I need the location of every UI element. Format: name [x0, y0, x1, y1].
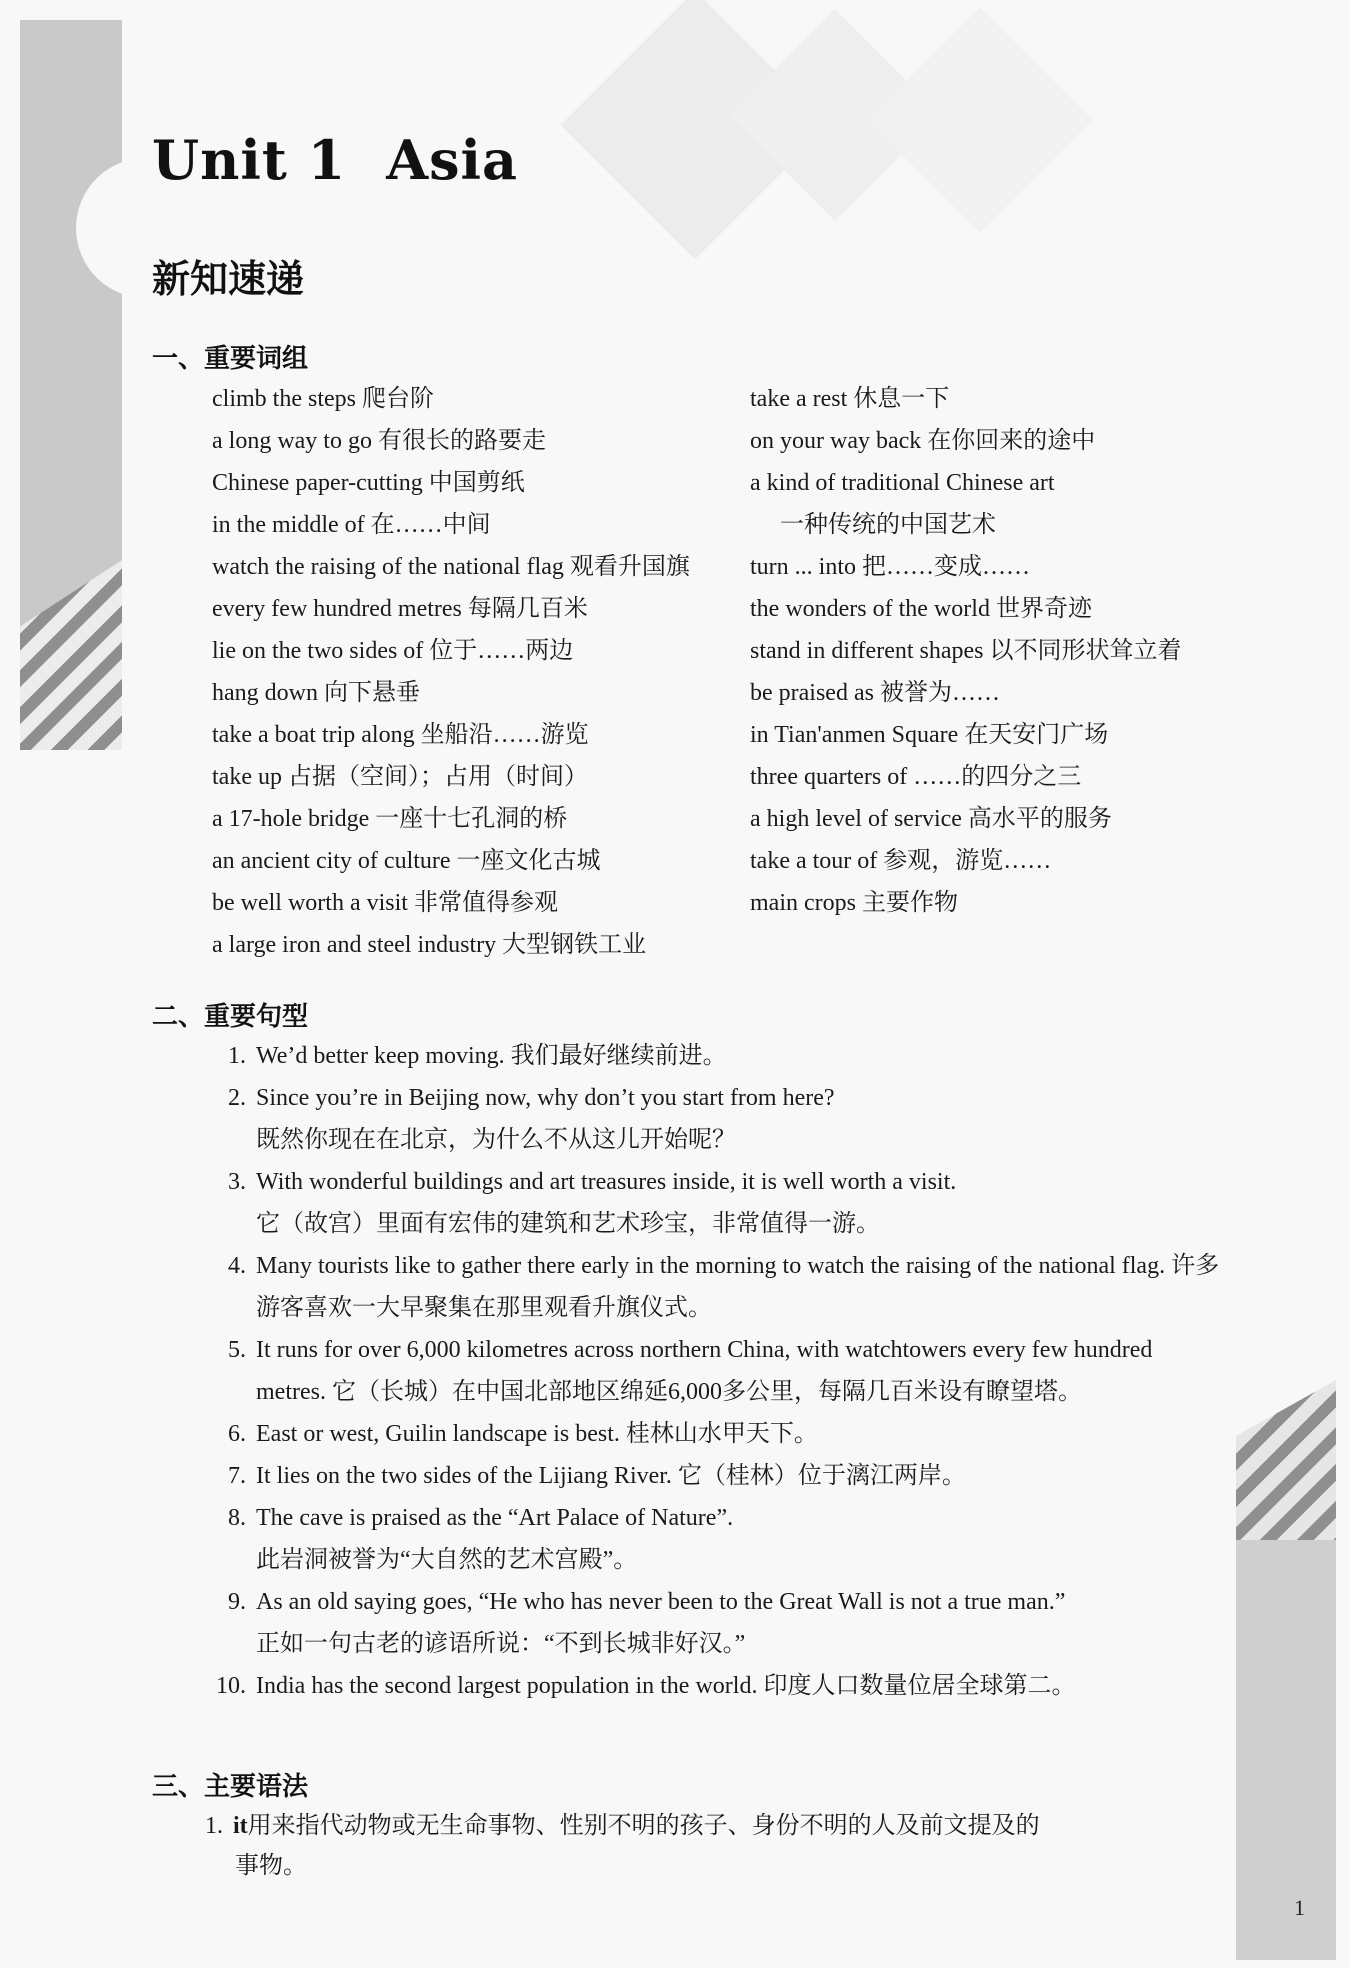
phrase-item: in the middle of 在……中间 — [212, 512, 491, 538]
sentence-number: 6. — [228, 1421, 246, 1447]
phrase-item: a large iron and steel industry 大型钢铁工业 — [212, 932, 647, 958]
phrase-item: stand in different shapes 以不同形状耸立着 — [750, 638, 1182, 664]
sentence-translation: 它（故宫）里面有宏伟的建筑和艺术珍宝，非常值得一游。 — [256, 1211, 880, 1237]
phrase-item: climb the steps 爬台阶 — [212, 386, 434, 412]
sentence-item — [212, 1245, 1222, 1329]
sentence-number: 9. — [228, 1589, 246, 1615]
sentence-number: 8. — [228, 1505, 246, 1531]
phrase-item: watch the raising of the national flag 观看升国旗 — [212, 554, 690, 580]
sentence-number: 5. — [228, 1337, 246, 1363]
unit-topic: Asia — [386, 128, 518, 192]
sentence-text: As an old saying goes, “He who has never been to the Great Wall is not a true man.” — [256, 1589, 1066, 1615]
sentence-number: 2. — [228, 1085, 246, 1111]
phrase-item: lie on the two sides of 位于……两边 — [212, 638, 574, 664]
phrase-item: hang down 向下悬垂 — [212, 680, 420, 706]
phrase-item: on your way back 在你回来的途中 — [750, 428, 1096, 454]
section-title: 新知速递 — [152, 257, 305, 301]
unit-label: Unit 1 — [152, 128, 347, 192]
watermark-shape — [867, 7, 1093, 233]
phrase-item: take up 占据（空间）；占用（时间） — [212, 764, 588, 790]
page-number: 1 — [1294, 1895, 1305, 1920]
phrase-item: a 17-hole bridge 一座十七孔洞的桥 — [212, 806, 568, 832]
sentence-item — [212, 1413, 1222, 1455]
sentence-item — [212, 1455, 1222, 1497]
phrase-item: the wonders of the world 世界奇迹 — [750, 596, 1092, 622]
sentence-item — [212, 1665, 1222, 1707]
phrase-item: take a tour of 参观，游览…… — [750, 848, 1052, 874]
sentence-number: 3. — [228, 1169, 246, 1195]
phrase-item: take a boat trip along 坐船沿……游览 — [212, 722, 589, 748]
sentence-text: East or west, Guilin landscape is best. 桂林山水甲天下。 — [256, 1421, 818, 1447]
phrase-item: turn ... into 把……变成…… — [750, 554, 1030, 580]
sentence-translation: 正如一句古老的谚语所说：“不到长城非好汉。” — [256, 1631, 746, 1657]
sentence-item — [212, 1497, 1222, 1581]
unit-title — [152, 128, 518, 192]
sentence-item — [212, 1077, 1222, 1161]
sentence-text: Since you’re in Beijing now, why don’t you start from here? — [256, 1085, 835, 1111]
sentence-item — [212, 1329, 1222, 1413]
sentence-text: The cave is praised as the “Art Palace of Nature”. — [256, 1505, 734, 1531]
phrase-item: a kind of traditional Chinese art — [750, 470, 1055, 496]
grammar-item — [205, 1806, 1205, 1886]
sentence-translation: 既然你现在在北京，为什么不从这儿开始呢？ — [256, 1127, 736, 1153]
grammar-keyword: it — [233, 1813, 248, 1839]
sentence-number: 1. — [228, 1043, 246, 1069]
phrase-item: Chinese paper-cutting 中国剪纸 — [212, 470, 525, 496]
sentence-text: We’d better keep moving. 我们最好继续前进。 — [256, 1043, 727, 1069]
phrases-left-column — [212, 378, 690, 966]
sentence-item — [212, 1035, 1222, 1077]
phrase-item: every few hundred metres 每隔几百米 — [212, 596, 588, 622]
grammar-heading: 三、主要语法 — [152, 1772, 309, 1802]
phrase-item: main crops 主要作物 — [750, 890, 958, 916]
phrase-item: in Tian'anmen Square 在天安门广场 — [750, 722, 1109, 748]
phrase-item: be well worth a visit 非常值得参观 — [212, 890, 558, 916]
sentence-item — [212, 1161, 1222, 1245]
phrases-right-column — [750, 378, 1182, 924]
sentence-text: It lies on the two sides of the Lijiang River. 它（桂林）位于漓江两岸。 — [256, 1463, 966, 1489]
phrase-item: be praised as 被誉为…… — [750, 680, 1000, 706]
sentence-text: With wonderful buildings and art treasures inside, it is well worth a visit. — [256, 1169, 957, 1195]
decorative-stripes-right — [1236, 1380, 1336, 1540]
sentence-number: 7. — [228, 1463, 246, 1489]
sentence-text: Many tourists like to gather there early in the morning to watch the raising of the national flag. 许多游客喜欢一大早聚集在那里观看升旗仪式。 — [256, 1253, 1220, 1321]
phrase-item: a long way to go 有很长的路要走 — [212, 428, 546, 454]
grammar-item-number: 1. — [205, 1813, 223, 1839]
grammar-text-continuation: 事物。 — [235, 1853, 307, 1879]
phrase-item: take a rest 休息一下 — [750, 386, 950, 412]
phrase-item-continuation: 一种传统的中国艺术 — [780, 512, 996, 538]
sentence-item — [212, 1581, 1222, 1665]
sentence-list — [212, 1035, 1222, 1707]
sentence-number: 10. — [216, 1673, 246, 1699]
sentences-heading: 二、重要句型 — [152, 1002, 309, 1032]
phrase-item: three quarters of ……的四分之三 — [750, 764, 1082, 790]
phrases-heading: 一、重要词组 — [152, 344, 309, 374]
sentence-number: 4. — [228, 1253, 246, 1279]
sentence-text: India has the second largest population in the world. 印度人口数量位居全球第二。 — [256, 1673, 1076, 1699]
sentence-text: It runs for over 6,000 kilometres across northern China, with watchtowers every few hundred metres. 它（长城）在中国北部地区绵延6,000多公里，每隔几百米设有瞭望塔。 — [256, 1337, 1153, 1405]
phrase-item: a high level of service 高水平的服务 — [750, 806, 1112, 832]
grammar-text: 用来指代动物或无生命事物、性别不明的孩子、身份不明的人及前文提及的 — [247, 1813, 1040, 1839]
phrase-item: an ancient city of culture 一座文化古城 — [212, 848, 601, 874]
sentence-translation: 此岩洞被誉为“大自然的艺术宫殿”。 — [256, 1547, 638, 1573]
